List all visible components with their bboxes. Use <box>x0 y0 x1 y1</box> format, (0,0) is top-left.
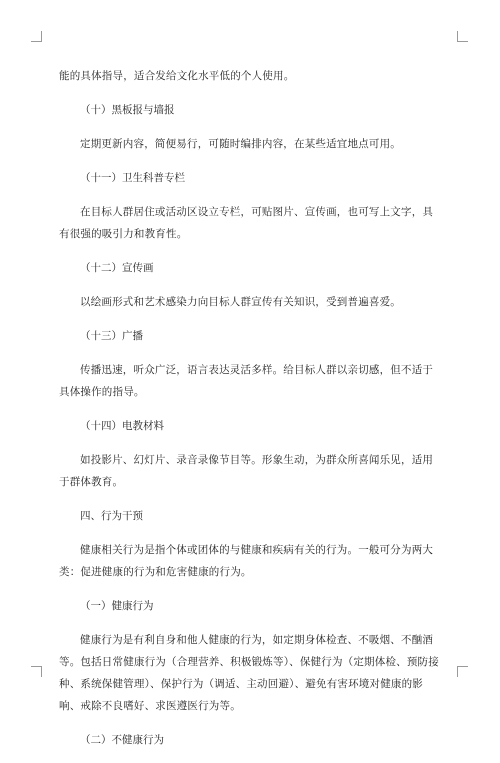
section-heading-unhealthy-behavior: （二）不健康行为 <box>80 734 164 746</box>
section-heading-health-column: （十一）卫生科普专栏 <box>80 172 185 184</box>
paragraph-blackboard: 定期更新内容，简便易行，可随时编排内容，在某些适宜地点可用。 <box>80 138 401 150</box>
paragraph-broadcast: 传播迅速，听众广泛，语言表达灵活多样。给目标人群以亲切感，但不适于具体操作的指导。 <box>59 364 434 398</box>
crop-mark-top-left <box>31 31 42 42</box>
crop-mark-top-right <box>457 31 468 42</box>
paragraph-behavior-intervention: 健康相关行为是指个体或团体的与健康和疾病有关的行为。一般可分为两大类：促进健康的行为和危害健康的行为。 <box>59 544 434 578</box>
section-heading-behavior-intervention: 四、行为干预 <box>80 510 143 522</box>
document-body <box>59 65 441 763</box>
paragraph-healthy-behavior: 健康行为是有利自身和他人健康的行为，如定期身体检查、不吸烟、不酗酒等。包括日常健康行为（合理营养、积极锻炼等）、保健行为（定期体检、预防接种、系统保健管理）、保护行为（调适、主动回避）、避免有害环境对健康的影响、戒除不良嗜好、求医遵医行为等。 <box>59 634 439 712</box>
section-heading-poster: （十二）宣传画 <box>80 262 154 274</box>
paragraph-poster: 以绘画形式和艺术感染力向目标人群宣传有关知识，受到普遍喜爱。 <box>80 296 401 308</box>
section-heading-healthy-behavior: （一）健康行为 <box>80 600 154 612</box>
section-heading-broadcast: （十三）广播 <box>80 330 143 342</box>
paragraph-av-materials: 如投影片、幻灯片、录音录像节目等。形象生动，为群众所喜闻乐见，适用于群体教育。 <box>59 454 434 488</box>
section-heading-blackboard: （十）黑板报与墙报 <box>80 104 175 116</box>
paragraph-health-column: 在目标人群居住或活动区设立专栏，可贴图片、宣传画，也可写上文字，具有很强的吸引力和教育性。 <box>59 206 434 240</box>
continued-paragraph: 能的具体指导，适合发给文化水平低的个人使用。 <box>59 70 295 82</box>
section-heading-av-materials: （十四）电教材料 <box>80 420 164 432</box>
crop-mark-bottom-left <box>31 666 42 677</box>
crop-mark-bottom-right <box>457 666 468 677</box>
